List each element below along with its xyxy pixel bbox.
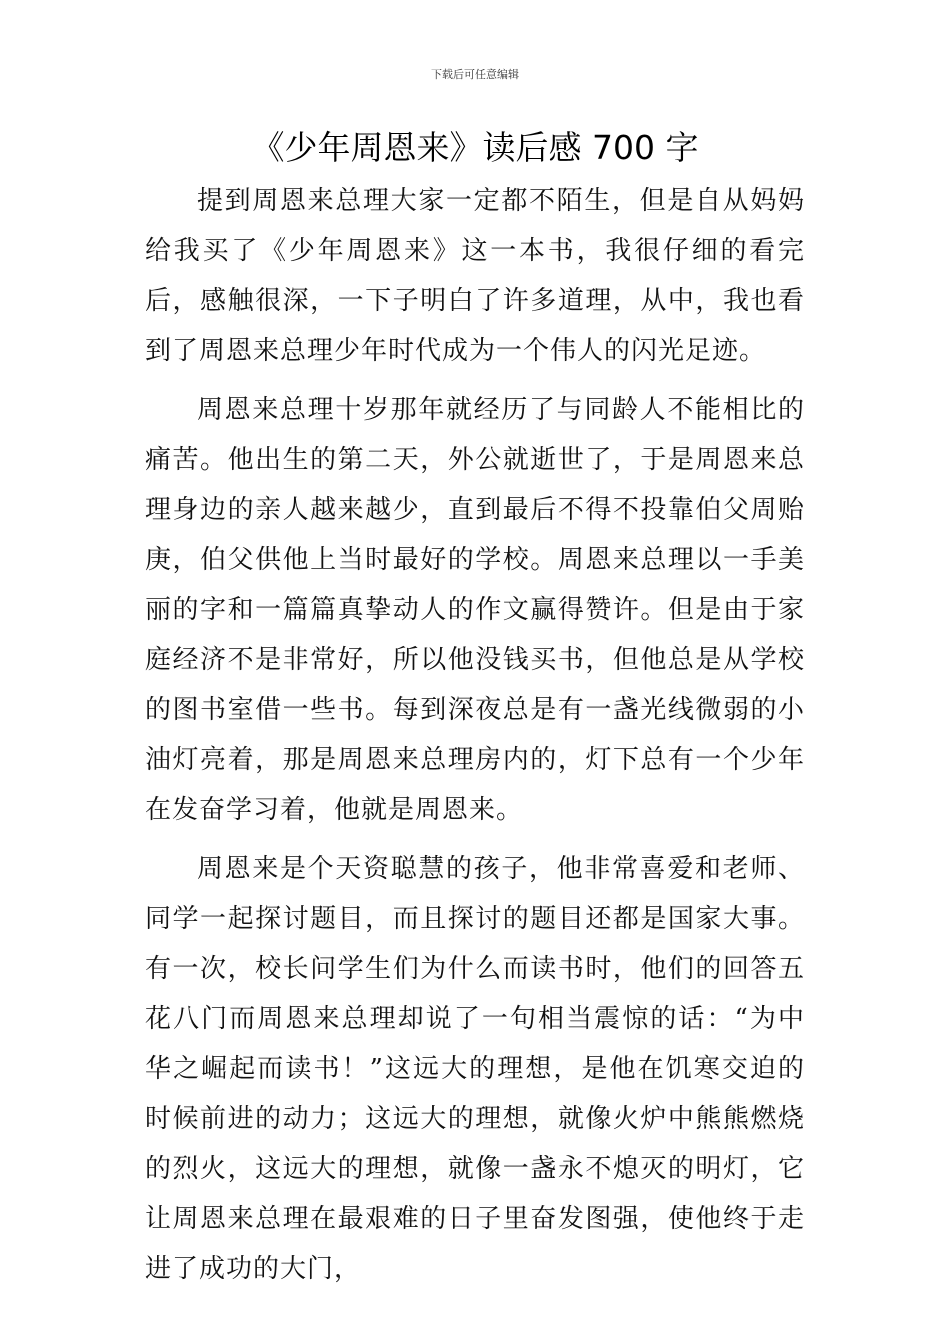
header-note: 下载后可任意编辑 [431, 68, 519, 81]
document-title: 《少年周恩来》读后感 700 字 [251, 128, 699, 167]
paragraph-1: 提到周恩来总理大家一定都不陌生，但是自从妈妈给我买了《少年周恩来》这一本书，我很仔细的看完后，感触很深，一下子明白了许多道理，从中，我也看到了周恩来总理少年时代成为一个伟人的闪光足迹。 [145, 186, 805, 366]
paragraph-2: 周恩来总理十岁那年就经历了与同龄人不能相比的痛苦。他出生的第二天，外公就逝世了，于是周恩来总理身边的亲人越来越少，直到最后不得不投靠伯父周贻庚，伯父供他上当时最好的学校。周恩来总理以一手美丽的字和一篇篇真挚动人的作文赢得赞许。但是由于家庭经济不是非常好，所以他没钱买书，但他总是从学校的图书室借一些书。每到深夜总是有一盏光线微弱的小油灯亮着，那是周恩来总理房内的，灯下总有一个少年在发奋学习着，他就是周恩来。 [145, 395, 805, 825]
paragraph-3: 周恩来是个天资聪慧的孩子，他非常喜爱和老师、同学一起探讨题目，而且探讨的题目还都是国家大事。有一次，校长问学生们为什么而读书时，他们的回答五花八门而周恩来总理却说了一句相当震惊的话：“为中华之崛起而读书！”这远大的理想，是他在饥寒交迫的时候前进的动力；这远大的理想，就像火炉中熊熊燃烧的烈火，这远大的理想，就像一盏永不熄灭的明灯，它让周恩来总理在最艰难的日子里奋发图强，使他终于走进了成功的大门， [145, 854, 805, 1284]
document-body [145, 176, 805, 1303]
